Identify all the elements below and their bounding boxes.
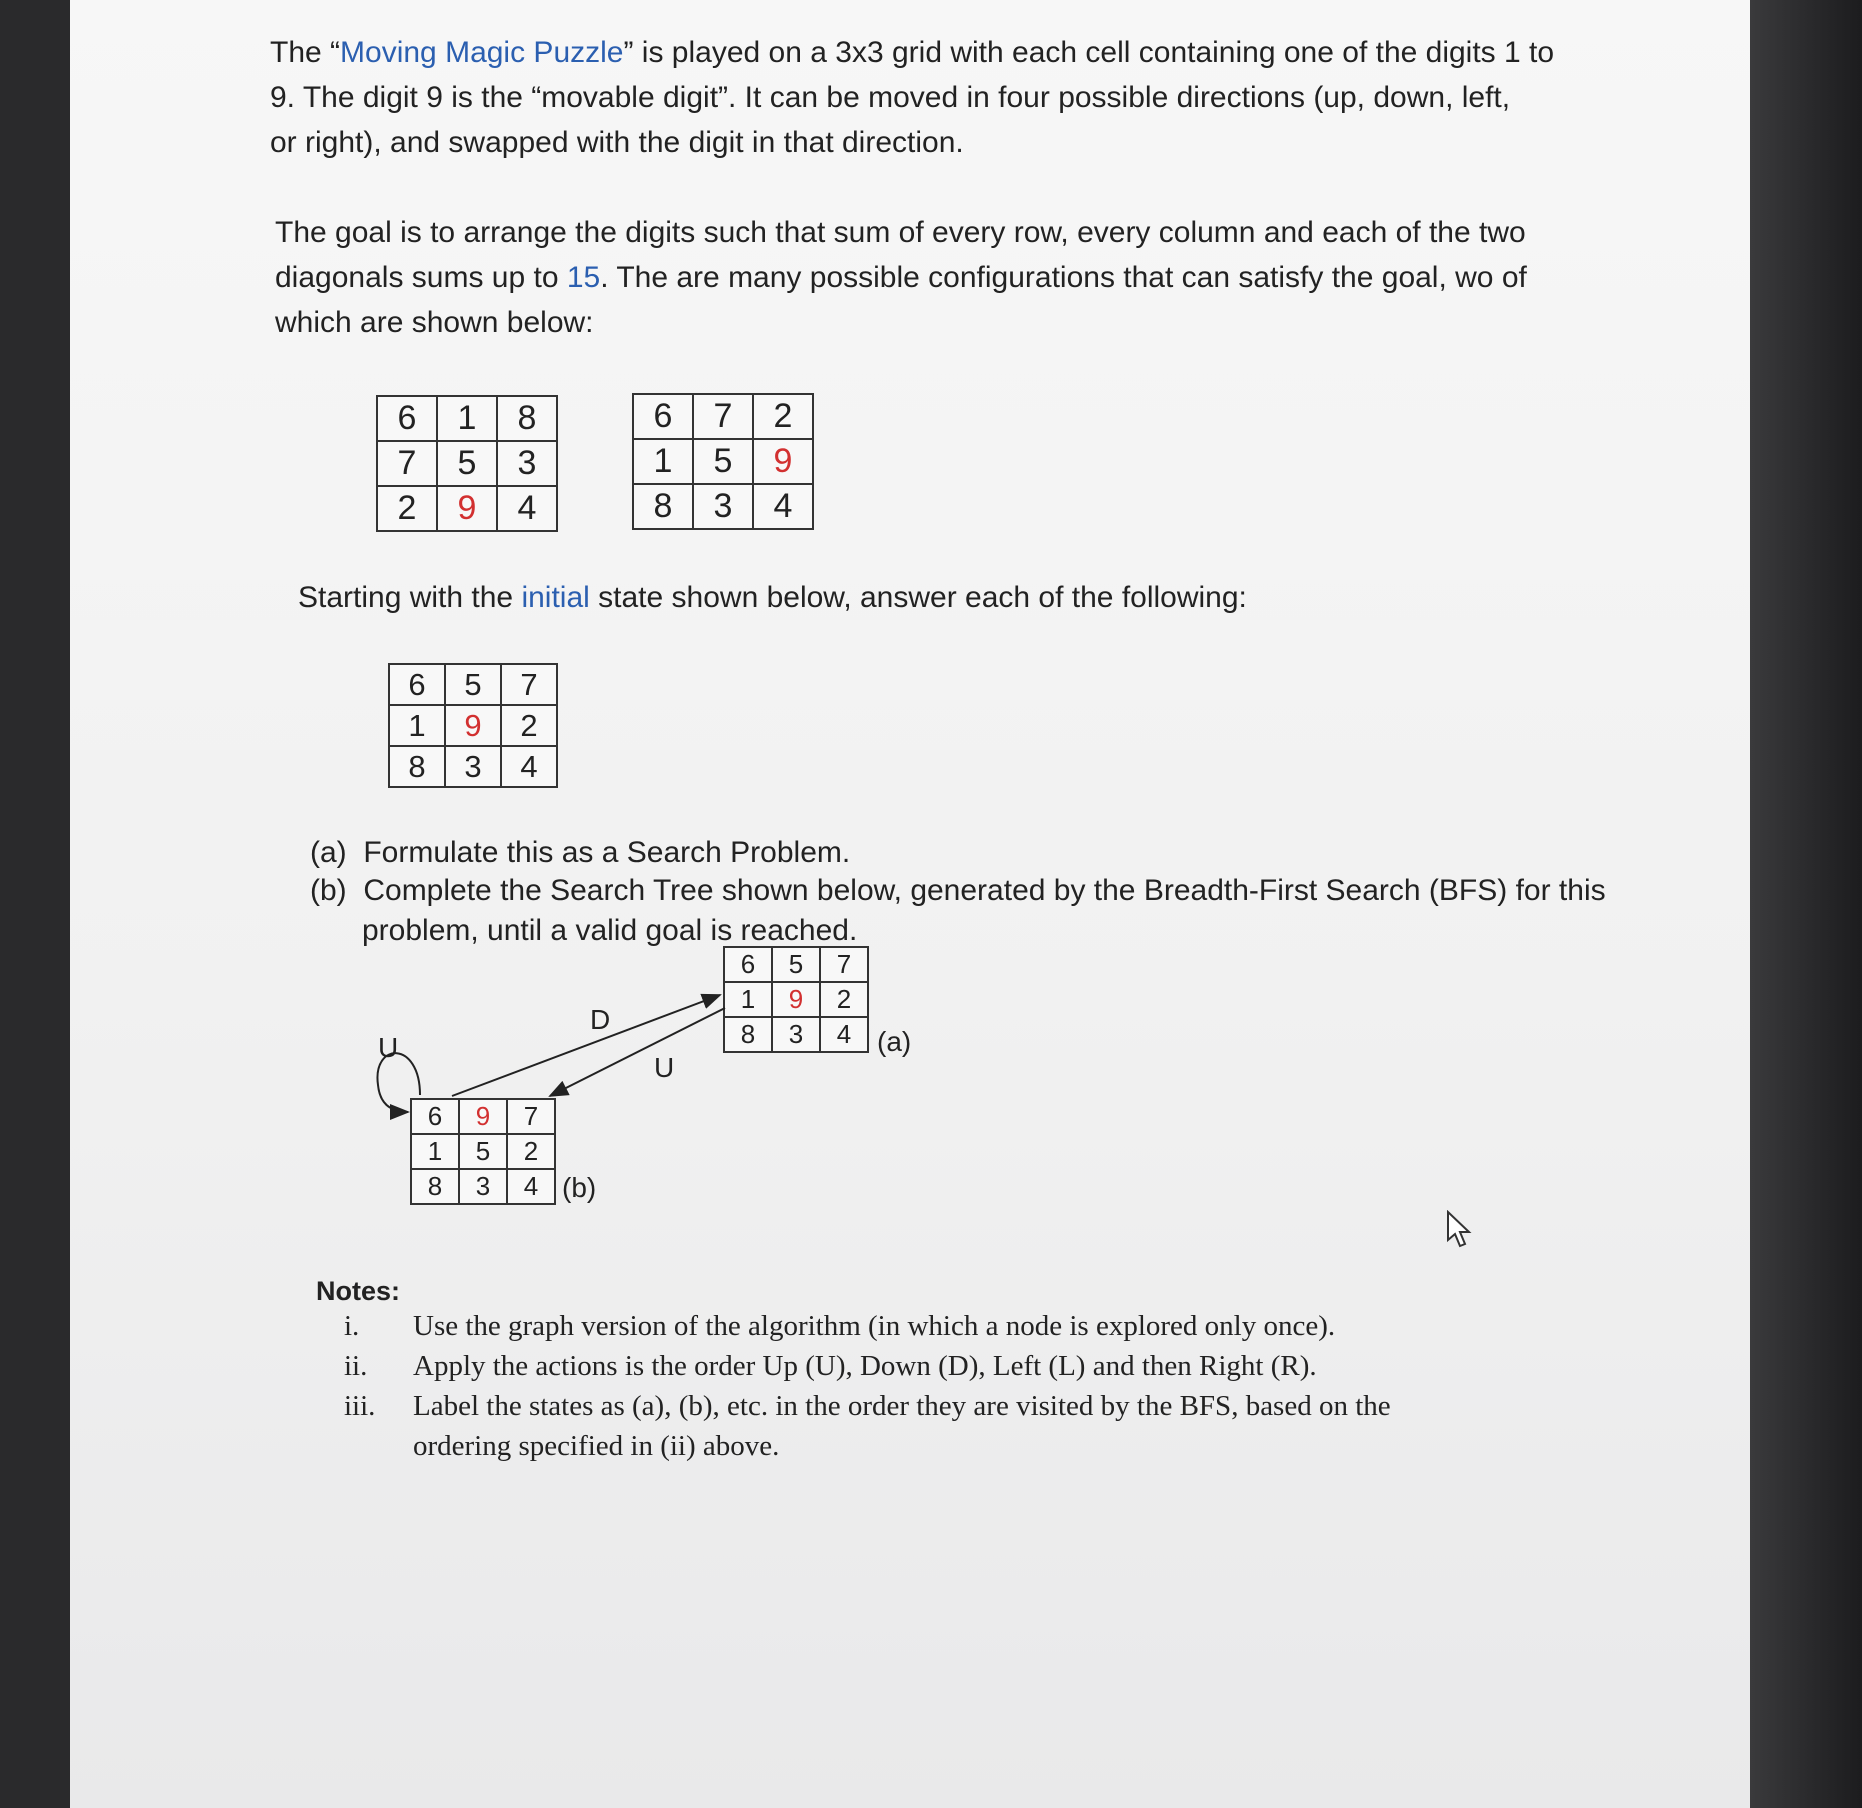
edge-label-up-self: U bbox=[378, 1032, 399, 1063]
grid-cell: 8 bbox=[389, 746, 445, 787]
grid-cell: 3 bbox=[772, 1017, 820, 1052]
grid-cell: 5 bbox=[445, 664, 501, 705]
grid-cell: 1 bbox=[437, 396, 497, 441]
grid-cell: 4 bbox=[497, 486, 557, 531]
goal-text: . The are many possible configurations that can satisfy the goal, wo of bbox=[600, 261, 1527, 294]
edge-down bbox=[452, 995, 720, 1096]
grid-cell: 2 bbox=[501, 705, 557, 746]
intro-text: or right), and swapped with the digit in that direction. bbox=[270, 126, 964, 159]
node-a-label: (a) bbox=[877, 1026, 912, 1057]
puzzle-title: Moving Magic Puzzle bbox=[340, 36, 624, 69]
goal-text: The goal is to arrange the digits such that sum of every row, every column and each of the two bbox=[275, 216, 1526, 249]
grid-cell: 5 bbox=[772, 947, 820, 982]
question-text: Complete the Search Tree shown below, generated by the Breadth-First Search (BFS) for this bbox=[363, 874, 1606, 907]
movable-digit-cell: 9 bbox=[437, 486, 497, 531]
goal-text: which are shown below: bbox=[275, 306, 594, 339]
grid-cell: 7 bbox=[377, 441, 437, 486]
grid-cell: 4 bbox=[820, 1017, 868, 1052]
notes-title: Notes: bbox=[316, 1276, 401, 1306]
grid-cell: 2 bbox=[507, 1134, 555, 1169]
intro-text: ” is played on a 3x3 grid with each cell containing one of the digits 1 to bbox=[623, 36, 1555, 69]
note-text: Use the graph version of the algorithm (in which a node is explored only once). bbox=[413, 1310, 1336, 1342]
grid-cell: 6 bbox=[633, 394, 693, 439]
goal-text: diagonals sums up to bbox=[275, 261, 567, 294]
grid-cell: 7 bbox=[507, 1099, 555, 1134]
mouse-cursor-icon bbox=[1445, 1210, 1475, 1250]
note-text: Apply the actions is the order Up (U), Down (D), Left (L) and then Right (R). bbox=[413, 1350, 1317, 1382]
grid-cell: 4 bbox=[507, 1169, 555, 1204]
grid-cell: 4 bbox=[753, 484, 813, 529]
edge-label-up: U bbox=[654, 1052, 675, 1083]
movable-digit-cell: 9 bbox=[459, 1099, 507, 1134]
grid-cell: 8 bbox=[633, 484, 693, 529]
node-b-label: (b) bbox=[562, 1172, 597, 1203]
edge-up-self-loop bbox=[377, 1053, 420, 1112]
grid-cell: 6 bbox=[724, 947, 772, 982]
question-text: problem, until a valid goal is reached. bbox=[362, 914, 858, 947]
edge-up bbox=[550, 1008, 725, 1096]
note-text: Label the states as (a), (b), etc. in the order they are visited by the BFS, based on the bbox=[413, 1390, 1391, 1422]
grid-cell: 3 bbox=[693, 484, 753, 529]
grid-cell: 8 bbox=[497, 396, 557, 441]
grid-cell: 6 bbox=[389, 664, 445, 705]
note-text: ordering specified in (ii) above. bbox=[413, 1430, 780, 1462]
grid-cell: 1 bbox=[411, 1134, 459, 1169]
grid-cell: 5 bbox=[437, 441, 497, 486]
grid-cell: 2 bbox=[753, 394, 813, 439]
grid-cell: 3 bbox=[459, 1169, 507, 1204]
question-label: (b) bbox=[310, 874, 347, 907]
question-label: (a) bbox=[310, 836, 347, 869]
intro-text: 9. The digit 9 is the “movable digit”. It can be moved in four possible directions (up, down, left, bbox=[270, 81, 1511, 114]
grid-cell: 2 bbox=[377, 486, 437, 531]
edge-label-down: D bbox=[590, 1004, 611, 1035]
grid-cell: 4 bbox=[501, 746, 557, 787]
movable-digit-cell: 9 bbox=[753, 439, 813, 484]
grid-cell: 8 bbox=[724, 1017, 772, 1052]
question-text: Formulate this as a Search Problem. bbox=[363, 836, 851, 869]
grid-cell: 3 bbox=[445, 746, 501, 787]
start-text: Starting with the bbox=[298, 581, 522, 614]
grid-cell: 1 bbox=[633, 439, 693, 484]
start-text: state shown below, answer each of the following: bbox=[589, 581, 1247, 614]
grid-cell: 8 bbox=[411, 1169, 459, 1204]
grid-cell: 3 bbox=[497, 441, 557, 486]
grid-cell: 2 bbox=[820, 982, 868, 1017]
note-num: ii. bbox=[344, 1350, 368, 1382]
intro-text: The “ bbox=[270, 36, 341, 69]
note-num: iii. bbox=[344, 1390, 376, 1422]
movable-digit-cell: 9 bbox=[445, 705, 501, 746]
note-num: i. bbox=[344, 1310, 360, 1342]
movable-digit-cell: 9 bbox=[772, 982, 820, 1017]
grid-cell: 6 bbox=[377, 396, 437, 441]
grid-cell: 5 bbox=[693, 439, 753, 484]
grid-cell: 7 bbox=[693, 394, 753, 439]
grid-cell: 7 bbox=[501, 664, 557, 705]
grid-cell: 5 bbox=[459, 1134, 507, 1169]
grid-cell: 7 bbox=[820, 947, 868, 982]
grid-cell: 1 bbox=[724, 982, 772, 1017]
goal-sum: 15 bbox=[566, 261, 601, 294]
initial-word: initial bbox=[521, 581, 590, 614]
grid-cell: 6 bbox=[411, 1099, 459, 1134]
grid-cell: 1 bbox=[389, 705, 445, 746]
